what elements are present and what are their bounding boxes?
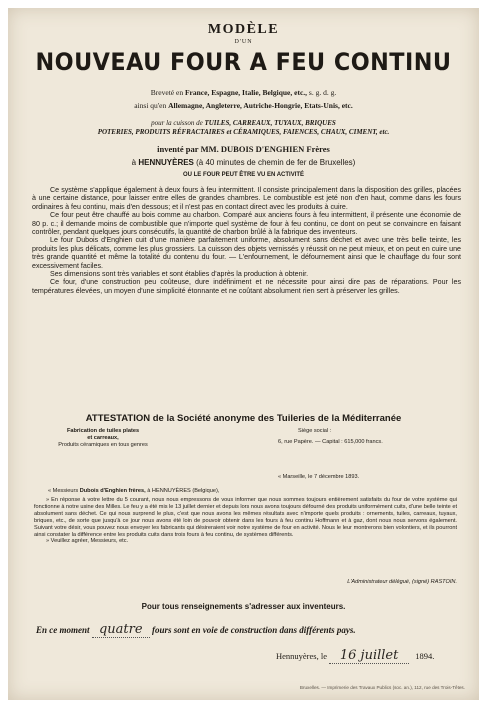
printer-credit: Bruxelles. — Imprimerie des Travaux Publics (soc. an.), 112, rue des Trois-Têtes. (299, 685, 465, 690)
inventor-prefix: inventé par (157, 144, 199, 154)
seat-address: 6, rue Papère. — Capital : 615,000 francs. (278, 439, 383, 445)
handwritten-count: quatre (92, 622, 150, 638)
handwritten-date: 16 juillet (329, 648, 409, 664)
year-label: 1894. (415, 651, 435, 661)
letter-closing: » Veuillez agréer, Messieurs, etc. (46, 538, 129, 545)
construction-prefix: En ce moment (36, 625, 90, 635)
patent-line-1 (8, 88, 479, 97)
heading-dun: D'UN (234, 39, 253, 45)
heading-modele: MODÈLE (207, 22, 280, 37)
patent-prefix: Breveté en (150, 88, 184, 97)
paragraph-3: Le four Dubois d'Enghien cuit d'une manière parfaitement uniforme, absolument sans déchet et avec une très belle teinte, les produits les plus délicats, comme les plus grossiers. La cuisson des objets vernissés y réussit on ne peut mieux, et on peut en cuire une très grande quantité et même la totalité du contenu du four. — L'enfournement, le défournement ainsi que le chauffage du four sont excessivement faciles. (32, 236, 461, 270)
letter-to-name: Dubois d'Enghien frères, (79, 488, 146, 494)
visit-note: OU LE FOUR PEUT ÊTRE VU EN ACTIVITÉ (182, 172, 305, 178)
paragraph-1: Ce système s'applique également à deux fours à feu intermittent. Il consiste principalement dans la disposition des grilles, placées à une certaine distance, pour laisser entre elles de grandes chambres. Le combustible est jeté non d'en haut, comme dans les fours ordinaires à feu continu, mais d'en dessous; et il n'est pas en contact direct avec les produits à cuire. (32, 186, 461, 211)
purpose-line-2: POTERIES, PRODUITS RÉFRACTAIRES et CÉRAMIQUES, FAIENCES, CHAUX, CIMENT, etc. (97, 128, 390, 136)
certificate-sheet (8, 8, 479, 700)
location-line (8, 158, 479, 167)
letter-paragraph: » En réponse à votre lettre du 5 courant, nous nous empressons de vous informer que nous sommes toujours entièrement satisfaits du four de votre système qui fonctionne à notre usine des Milles. Le feu y a été mis le 13 juillet dernier et depuis lors nous avons toujours défourné des produits uniformément cuits, d'une belle teinte et absolument sans déchet. Ce qui nous surprend le plus, c'est que nous avons les mêmes résultats avec n'importe quels produits : ornements, tuiles, carreaux, tuyaux, briques, etc., de sorte que jusqu'à ce jour nous avons été loin de pouvoir obtenir dans les fours à feu continu Hoffmann et à gaz, dont nous nous servons également. Suivant votre désir, vous pouvez nous envoyer les fabricants qui désireraient voir notre système de four en activité. Nous le leur montrerons bien volontiers, et ils pourront ainsi constater la différence entre les produits cuits dans trois fours à feu continu, de systèmes différents. (34, 497, 457, 538)
letter-date: « Marseille, le 7 décembre 1893. (278, 474, 360, 480)
letter-address (48, 488, 219, 495)
activity-line-2: et carreaux, (87, 435, 119, 441)
location-suffix: (à 40 minutes de chemin de fer de Bruxelles) (196, 158, 356, 167)
paragraph-5: Ce four, d'une construction peu coûteuse, dure indéfiniment et ne nécessite pour ainsi dire pas de réparations. Pour les températures élevées, un moyen d'une simplicité étonnante et ne coûtant absolument rien sert à préserver les grilles. (32, 278, 461, 295)
paragraph-4: Ses dimensions sont très variables et sont établies d'après la production à obtenir. (50, 270, 309, 279)
seat-label: Siège social : (298, 428, 332, 434)
contact-notice: Pour tous renseignements s'adresser aux inventeurs. (141, 602, 346, 611)
attestation-title: ATTESTATION de la Société anonyme des Tuileries de la Méditerranée (85, 413, 402, 424)
purpose-line-1 (8, 119, 479, 128)
purpose-prefix: pour la cuisson de (151, 119, 203, 127)
place-label: Hennuyères, le (276, 651, 327, 661)
description-block (32, 186, 461, 295)
page-title: NOUVEAU FOUR A FEU CONTINU (35, 48, 452, 76)
inventor-names: MM. DUBOIS D'ENGHIEN Frères (200, 144, 330, 154)
purpose-items: TUILES, CARREAUX, TUYAUX, BRIQUES (204, 119, 336, 127)
letter-body (34, 497, 457, 545)
patent-line-2 (8, 101, 479, 110)
construction-suffix: fours sont en voie de construction dans différents pays. (152, 625, 356, 635)
location-prefix: à (131, 158, 137, 167)
activity-line-1: Fabrication de tuiles plates (66, 428, 140, 434)
letter-signature: L'Administrateur délégué, (signé) RASTOIN. (347, 579, 457, 585)
place-date-line (276, 648, 434, 664)
letter-to-prefix: « Messieurs (48, 488, 79, 494)
patent-line2-prefix: ainsi qu'en (134, 101, 167, 110)
construction-line (36, 622, 356, 638)
paragraph-2: Ce four peut être chauffé au bois comme au charbon. Comparé aux anciens fours à feu intermittent, il présente une économie de 80 p. c.; il demande moins de combustible que n'importe quel système de four à feu continu, ce dont on peut se convaincre en faisant contrôler, pendant quelques jours consécutifs, la quantité de charbon brûlé à la fabrique des inventeurs. (32, 211, 461, 237)
letter-to-place: à HENNUYÈRES (Belgique), (147, 488, 220, 494)
location-town: HENNUYÈRES (138, 158, 194, 167)
patent-line2-countries: Allemagne, Angleterre, Autriche-Hongrie, Etats-Unis, etc. (168, 101, 353, 110)
activity-line-3: Produits céramiques en tous genres (58, 442, 148, 448)
company-seat (278, 428, 458, 446)
inventor-line (8, 144, 479, 154)
patent-countries: France, Espagne, Italie, Belgique, etc., (184, 88, 308, 97)
company-activity (28, 428, 178, 449)
patent-suffix: s. g. d. g. (308, 88, 337, 97)
